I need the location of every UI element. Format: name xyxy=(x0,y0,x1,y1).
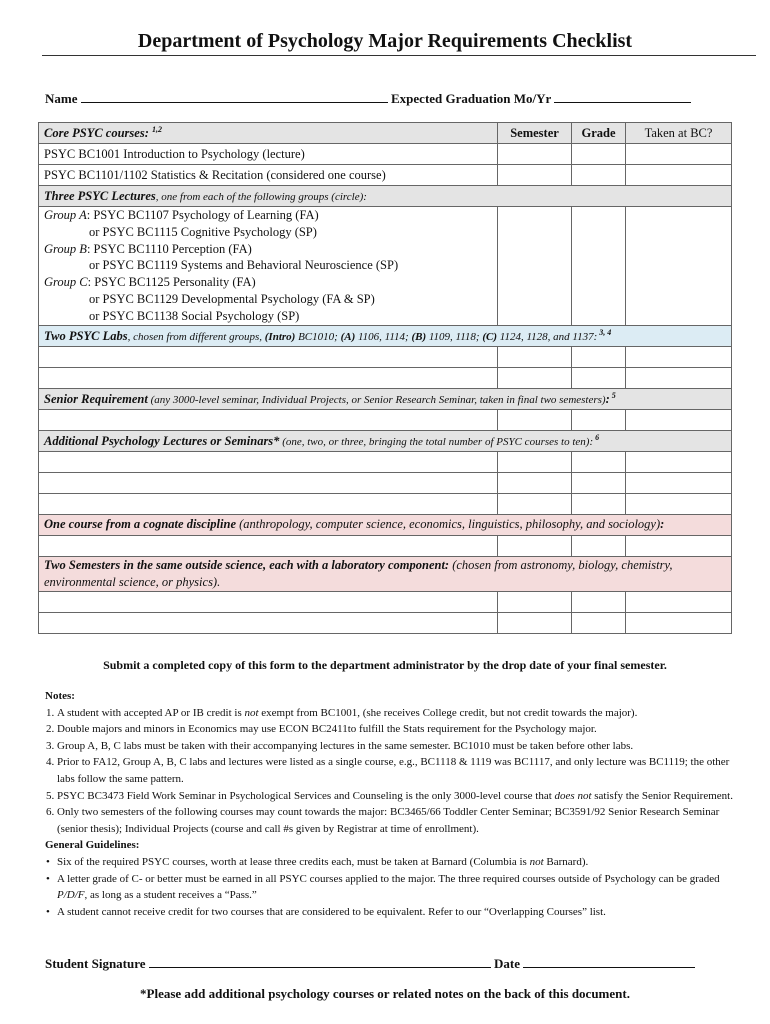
course-cell[interactable] xyxy=(39,612,498,633)
cognate-header-row xyxy=(39,514,732,535)
science-header-row xyxy=(39,556,732,591)
group-a[interactable]: Group A: PSYC BC1107 Psychology of Learning (FA) xyxy=(44,208,319,222)
cognate-label: One course from a cognate discipline (anthropology, computer science, economics, linguistics, philosophy, and sociology): xyxy=(39,514,732,535)
labs-header-row xyxy=(39,325,732,346)
grade-cell[interactable] xyxy=(572,535,626,556)
senior-label: Senior Requirement (any 3000-level seminar, Individual Projects, or Senior Research Seminar, taken in final two semesters): $^5$ xyxy=(39,388,732,409)
group-b[interactable]: Group B: PSYC BC1110 Perception (FA) xyxy=(44,241,252,256)
signature-line xyxy=(45,955,695,972)
taken-cell[interactable] xyxy=(626,409,732,430)
guideline-3: • A student cannot receive credit for two courses that are considered to be equivalent. Refer to our “Overlapping Courses” list. xyxy=(57,904,735,921)
column-taken-at-bc: Taken at BC? xyxy=(626,123,732,144)
name-field[interactable] xyxy=(81,90,388,103)
notes-heading: Notes: xyxy=(45,690,75,702)
student-info-line xyxy=(45,90,691,107)
taken-cell[interactable] xyxy=(626,612,732,633)
note-1: 1. A student with accepted AP or IB credit is not exempt from BC1001, (she receives College credit, but not credit towards the major). xyxy=(57,705,735,722)
senior-header-row xyxy=(39,388,732,409)
group-b-alt[interactable]: or PSYC BC1119 Systems and Behavioral Neuroscience (SP) xyxy=(89,258,399,273)
grade-cell[interactable] xyxy=(572,165,626,186)
course-cell[interactable] xyxy=(39,346,498,367)
grade-cell[interactable] xyxy=(572,451,626,472)
taken-cell[interactable] xyxy=(626,367,732,388)
semester-cell[interactable] xyxy=(498,493,572,514)
lectures-header-row xyxy=(39,186,732,207)
table-row xyxy=(39,409,732,430)
semester-cell[interactable] xyxy=(498,612,572,633)
guideline-1: • Six of the required PSYC courses, worth at lease three credits each, must be taken at Barnard (Columbia is not Barnard). xyxy=(57,854,735,871)
course-cell[interactable] xyxy=(39,451,498,472)
graduation-label: Expected Graduation Mo/Yr xyxy=(391,91,552,106)
grade-cell[interactable] xyxy=(572,493,626,514)
lectures-label: Three PSYC Lectures, one from each of the following groups (circle): xyxy=(39,186,732,207)
table-row xyxy=(39,165,732,186)
title-rule xyxy=(42,55,756,56)
additional-label: Additional Psychology Lectures or Seminars* (one, two, or three, bringing the total number of PSYC courses to ten): $^6$ xyxy=(39,430,732,451)
course-bc1101: PSYC BC1101/1102 Statistics & Recitation (considered one course) xyxy=(39,165,498,186)
table-row xyxy=(39,472,732,493)
submit-instruction: Submit a completed copy of this form to the department administrator by the drop date of your final semester. xyxy=(103,658,667,672)
course-cell[interactable] xyxy=(39,409,498,430)
guidelines-heading: General Guidelines: xyxy=(45,839,140,852)
note-4: 4. Prior to FA12, Group A, B, C labs and lectures were listed as a single course, e.g., BC1118 & 1119 was BC1117, and only lecture was BC1119; the other labs follow the same pattern. xyxy=(57,754,735,787)
table-row xyxy=(39,346,732,367)
table-row xyxy=(39,144,732,165)
taken-cell[interactable] xyxy=(626,472,732,493)
name-label: Name xyxy=(45,91,78,106)
course-cell[interactable] xyxy=(39,535,498,556)
semester-cell[interactable] xyxy=(498,207,572,326)
science-label: Two Semesters in the same outside science, each with a laboratory component: (chosen from astronomy, biology, chemistry, environmental science, or physics). xyxy=(39,556,732,591)
semester-cell[interactable] xyxy=(498,367,572,388)
taken-cell[interactable] xyxy=(626,493,732,514)
course-cell[interactable] xyxy=(39,367,498,388)
taken-cell[interactable] xyxy=(626,207,732,326)
date-label: Date xyxy=(494,956,521,971)
footer-note: *Please add additional psychology courses or related notes on the back of this document. xyxy=(140,986,630,1001)
table-row xyxy=(39,493,732,514)
lecture-groups xyxy=(39,207,498,326)
core-label: Core PSYC courses: $^{1,2}$ xyxy=(39,123,498,144)
notes-list xyxy=(45,705,735,838)
date-field[interactable] xyxy=(523,955,695,968)
grade-cell[interactable] xyxy=(572,144,626,165)
note-5: 5. PSYC BC3473 Field Work Seminar in Psychological Services and Counseling is the only 3000-level course that does not satisfy the Senior Requirement. xyxy=(57,788,735,805)
course-cell[interactable] xyxy=(39,493,498,514)
semester-cell[interactable] xyxy=(498,165,572,186)
signature-field[interactable] xyxy=(149,955,491,968)
grade-cell[interactable] xyxy=(572,346,626,367)
note-6: 6. Only two semesters of the following courses may count towards the major: BC3465/66 Toddler Center Seminar; BC3591/92 Senior Research Seminar (senior thesis); Individual Projects (course and call #s given by Registrar at time of enrollment). xyxy=(57,804,735,837)
table-row xyxy=(39,612,732,633)
taken-cell[interactable] xyxy=(626,535,732,556)
note-2: 2. Double majors and minors in Economics may use ECON BC2411to fulfill the Stats requirement for the Psychology major. xyxy=(57,721,735,738)
lecture-groups-row xyxy=(39,207,732,326)
taken-cell[interactable] xyxy=(626,144,732,165)
taken-cell[interactable] xyxy=(626,165,732,186)
column-semester: Semester xyxy=(498,123,572,144)
signature-label: Student Signature xyxy=(45,956,146,971)
grade-cell[interactable] xyxy=(572,612,626,633)
labs-label: Two PSYC Labs, chosen from different groups, (Intro) BC1010; (A) 1106, 1114; (B) 1109, 1118; (C) 1124, 1128, and 1137: $^{3, 4}$ xyxy=(39,325,732,346)
group-c-alt-1[interactable]: or PSYC BC1129 Developmental Psychology (FA & SP) xyxy=(89,291,375,306)
semester-cell[interactable] xyxy=(498,144,572,165)
table-row xyxy=(39,535,732,556)
semester-cell[interactable] xyxy=(498,535,572,556)
requirements-table xyxy=(38,122,732,634)
grade-cell[interactable] xyxy=(572,409,626,430)
table-row xyxy=(39,451,732,472)
table-row xyxy=(39,591,732,612)
group-a-alt[interactable]: or PSYC BC1115 Cognitive Psychology (SP) xyxy=(89,224,317,239)
grade-cell[interactable] xyxy=(572,207,626,326)
column-grade: Grade xyxy=(572,123,626,144)
course-bc1001: PSYC BC1001 Introduction to Psychology (lecture) xyxy=(39,144,498,165)
core-header-row xyxy=(39,123,732,144)
grade-cell[interactable] xyxy=(572,591,626,612)
semester-cell[interactable] xyxy=(498,346,572,367)
taken-cell[interactable] xyxy=(626,346,732,367)
guideline-2: • A letter grade of C- or better must be earned in all PSYC courses applied to the major. The three required courses outside of Psychology can be graded P/D/F, as long as a student receives a “Pass.” xyxy=(57,871,735,904)
notes-section xyxy=(45,688,735,920)
semester-cell[interactable] xyxy=(498,472,572,493)
grade-cell[interactable] xyxy=(572,472,626,493)
grade-cell[interactable] xyxy=(572,367,626,388)
semester-cell[interactable] xyxy=(498,451,572,472)
table-row xyxy=(39,367,732,388)
semester-cell[interactable] xyxy=(498,591,572,612)
semester-cell[interactable] xyxy=(498,409,572,430)
taken-cell[interactable] xyxy=(626,591,732,612)
note-3: 3. Group A, B, C labs must be taken with their accompanying lectures in the same semester. BC1010 must be taken before other labs. xyxy=(57,738,735,755)
group-c-alt-2[interactable]: or PSYC BC1138 Social Psychology (SP) xyxy=(89,308,300,323)
guidelines-list xyxy=(45,854,735,920)
course-cell[interactable] xyxy=(39,472,498,493)
additional-header-row xyxy=(39,430,732,451)
graduation-field[interactable] xyxy=(554,90,691,103)
course-cell[interactable] xyxy=(39,591,498,612)
taken-cell[interactable] xyxy=(626,451,732,472)
group-c[interactable]: Group C: PSYC BC1125 Personality (FA) xyxy=(44,275,256,290)
page-title: Department of Psychology Major Requirements Checklist xyxy=(137,30,633,52)
